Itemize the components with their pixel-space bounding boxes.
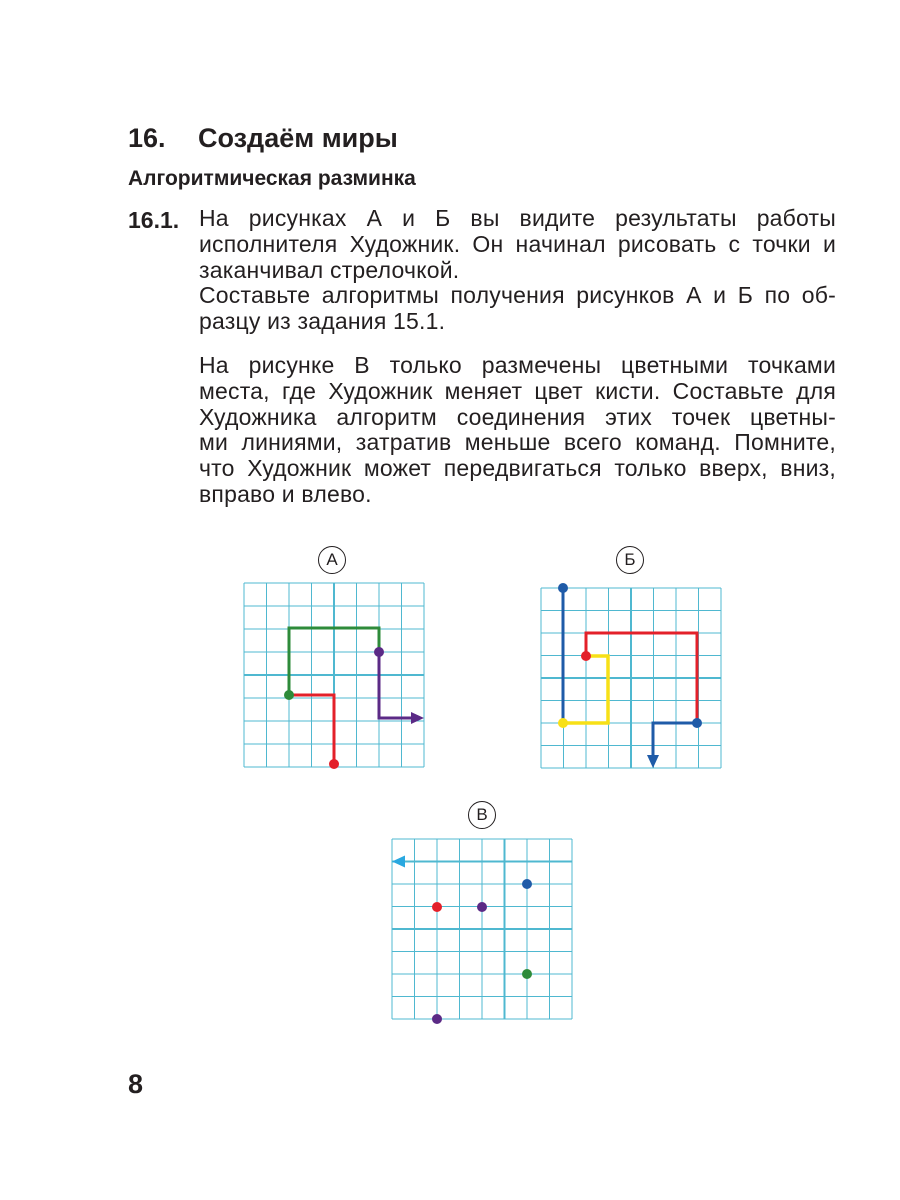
purple-dot: [477, 902, 487, 912]
figure-a: [244, 583, 424, 767]
figure-a-label: А: [318, 546, 346, 574]
text-line: Художника алгоритм соединения этих точек цветны-: [199, 403, 836, 430]
blue-start-dot: [558, 583, 568, 593]
figure-b-drawing: [541, 588, 721, 768]
text-line: заканчивал стрелочкой.: [199, 256, 460, 283]
text-line: вправо и влево.: [199, 480, 372, 507]
figure-c-label: В: [468, 801, 496, 829]
section-title-text: Создаём миры: [198, 123, 398, 153]
task-number: 16.1.: [128, 207, 180, 233]
red-start-dot: [329, 759, 339, 769]
figure-c-drawing: [392, 839, 572, 1019]
green-dot: [284, 690, 294, 700]
text-line: Составьте алгоритмы получения рисунков А и Б по об-: [199, 282, 836, 309]
page-number: 8: [128, 1069, 144, 1099]
task-paragraph-1: [199, 206, 836, 335]
blue-path-right: [653, 723, 697, 759]
green-dot: [522, 969, 532, 979]
yellow-dot: [558, 718, 568, 728]
red-dot: [581, 651, 591, 661]
section-number: 16.: [128, 123, 166, 153]
task-paragraph-2: [199, 353, 836, 508]
blue-arrowhead: [647, 755, 659, 768]
subheading: Алгоритмическая разминка: [128, 167, 416, 190]
purple-path: [379, 652, 416, 718]
text-line: места, где Художник меняет цвет кисти. Составьте для: [199, 377, 836, 404]
figure-c: [392, 839, 572, 1019]
text-line: что Художник может передвигаться только вверх, вниз,: [199, 455, 836, 482]
text-line: исполнителя Художник. Он начинал рисовать с точки и: [199, 230, 836, 257]
blue-dot: [522, 879, 532, 889]
purple-arrowhead: [411, 712, 424, 724]
grid-major: [541, 588, 721, 768]
text-line: На рисунках А и Б вы видите результаты работы: [199, 205, 836, 231]
text-line: На рисунке В только размечены цветными точками: [199, 352, 836, 378]
figure-b-label: Б: [616, 546, 644, 574]
blue-dot: [692, 718, 702, 728]
figure-b: [541, 588, 721, 768]
purple-start-dot: [432, 1014, 442, 1024]
figure-a-drawing: [244, 583, 424, 767]
text-line: ми линиями, затратив меньше всего команд. Помните,: [199, 429, 836, 456]
cyan-arrowhead: [392, 856, 405, 868]
text-line: разцу из задания 15.1.: [199, 308, 446, 335]
purple-dot: [374, 647, 384, 657]
red-dot: [432, 902, 442, 912]
section-title: [128, 118, 398, 158]
